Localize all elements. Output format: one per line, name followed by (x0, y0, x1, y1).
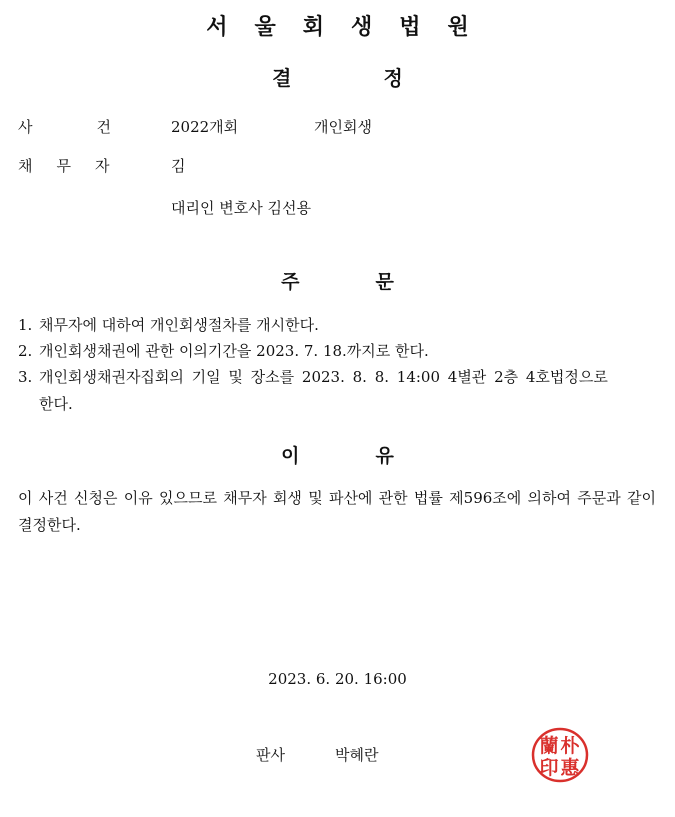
case-label: 사건 (18, 118, 175, 136)
order-item-3 (18, 364, 658, 418)
order-item-number: 3. (18, 368, 33, 386)
seal-char-1: 朴 (560, 735, 580, 757)
debtor-name: 김 (171, 157, 186, 175)
decision-date: 2023. 6. 20. 16:00 (268, 670, 407, 688)
case-type: 개인회생 (314, 118, 372, 136)
order-item-number: 2. (18, 342, 33, 360)
order-item-continuation: 한다. (39, 395, 73, 413)
court-name: 서울회생법원 (206, 15, 496, 40)
judge-seal-stamp (530, 726, 590, 784)
seal-char-2: 惠 (560, 757, 580, 779)
debtor-label: 채무자 (18, 157, 134, 175)
seal-char-4: 印 (539, 757, 559, 779)
order-heading: 주문 (281, 271, 470, 293)
debtor-agent: 대리인 변호사 김선용 (171, 199, 311, 217)
judge-name: 박혜란 (335, 746, 379, 764)
order-item-1 (18, 312, 658, 339)
document-type: 결정 (272, 66, 495, 90)
seal-char-3: 蘭 (539, 735, 559, 757)
reason-heading: 이유 (281, 445, 470, 467)
order-item-2 (18, 338, 658, 365)
reason-text: 이 사건 신청은 이유 있으므로 채무자 회생 및 파산에 관한 법률 제596조에 의하여 주문과 같이 결정한다. (18, 489, 656, 534)
order-item-text: 개인회생채권자집회의 기일 및 장소를 2023. 8. 8. 14:00 4별관 2층 4호법정으로 (39, 368, 608, 386)
order-item-text: 개인회생채권에 관한 이의기간을 2023. 7. 18.까지로 한다. (39, 342, 429, 360)
order-item-number: 1. (18, 316, 33, 334)
order-item-text: 채무자에 대하여 개인회생절차를 개시한다. (39, 316, 319, 334)
judge-title: 판사 (256, 746, 285, 764)
case-number: 2022개회 (171, 118, 239, 136)
